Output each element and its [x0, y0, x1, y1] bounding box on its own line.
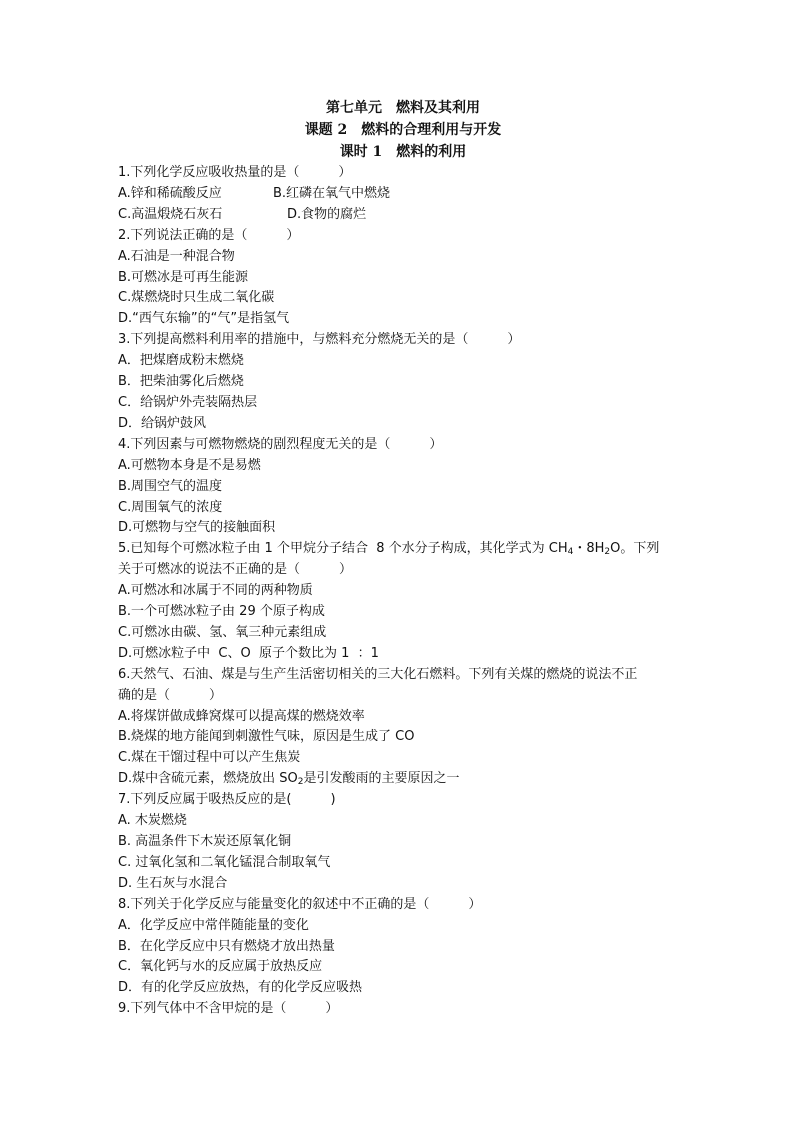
option-d: D．给锅炉鼓风 — [118, 415, 207, 431]
option-text: 是引发酸雨的主要原因之一 — [303, 771, 460, 787]
subscript: 2 — [604, 547, 611, 558]
option-c: C．氧化钙与水的反应属于放热反应 — [118, 959, 323, 975]
option-d: D.可燃物与空气的接触面积 — [118, 520, 276, 536]
option-c: C.高温煅烧石灰石 — [118, 206, 223, 222]
question-3 — [118, 330, 688, 435]
question-stem-continued: 确的是（ ） — [118, 687, 223, 703]
question-stem — [118, 539, 688, 560]
option-b: B．在化学反应中只有燃烧才放出热量 — [118, 938, 335, 954]
stem-text: 5.已知每个可燃冰粒子由 1 个甲烷分子结合 8 个水分子构成，其化学式为 CH — [118, 541, 568, 557]
stem-text: ・8H — [573, 541, 605, 557]
option-row — [118, 184, 688, 205]
question-stem: 2.下列说法正确的是（ ） — [118, 227, 300, 243]
question-7 — [118, 790, 688, 895]
option-c: C. 过氧化氢和二氧化锰混合制取氧气 — [118, 854, 331, 870]
question-stem: 1.下列化学反应吸收热量的是（ ） — [118, 165, 352, 180]
question-2 — [118, 226, 688, 331]
option-d — [118, 769, 688, 790]
option-d: D．有的化学反应放热，有的化学反应吸热 — [118, 980, 363, 996]
option-a: A.可燃物本身是不是易燃 — [118, 457, 261, 473]
period-title: 课时 1 燃料的利用 — [339, 144, 467, 160]
option-a: A.锌和稀硫酸反应 — [118, 185, 222, 201]
question-6 — [118, 665, 688, 790]
question-stem-continued: 关于可燃冰的说法不正确的是（ ） — [118, 562, 353, 578]
option-b: B.一个可燃冰粒子由 29 个原子构成 — [118, 604, 325, 620]
option-a: A.可燃冰和冰属于不同的两种物质 — [118, 583, 313, 599]
question-8 — [118, 895, 688, 1000]
question-stem: 8.下列关于化学反应与能量变化的叙述中不正确的是（ ） — [118, 896, 482, 912]
subscript: 4 — [567, 547, 574, 558]
option-a: A．把煤磨成粉末燃烧 — [118, 353, 244, 369]
option-c: C.可燃冰由碳、氢、氧三种元素组成 — [118, 624, 327, 640]
question-4 — [118, 435, 688, 540]
option-b: B.红磷在氧气中燃烧 — [273, 185, 391, 201]
question-stem: 4.下列因素与可燃物燃烧的剧烈程度无关的是（ ） — [118, 436, 443, 452]
question-stem: 9.下列气体中不含甲烷的是（ ） — [118, 1001, 339, 1017]
option-d: D. 生石灰与水混合 — [118, 875, 228, 891]
option-d: D.可燃冰粒子中 C、O 原子个数比为 1 ：1 — [118, 645, 379, 661]
option-c: C.煤在干馏过程中可以产生焦炭 — [118, 750, 301, 766]
option-b: B.烧煤的地方能闻到刺激性气味，原因是生成了 CO — [118, 729, 415, 745]
question-5 — [118, 539, 688, 664]
option-c: C.煤燃烧时只生成二氧化碳 — [118, 290, 275, 306]
option-a: A.将煤饼做成蜂窝煤可以提高煤的燃烧效率 — [118, 708, 365, 724]
option-a: A.石油是一种混合物 — [118, 248, 235, 264]
option-a: A. 木炭燃烧 — [118, 813, 187, 829]
option-b: B. 高温条件下木炭还原氧化铜 — [118, 834, 292, 849]
question-1 — [118, 163, 688, 226]
option-b: B.可燃冰是可再生能源 — [118, 269, 249, 285]
subscript: 2 — [297, 777, 304, 788]
option-row — [118, 205, 688, 226]
question-stem: 6.天然气、石油、煤是与生产生活密切相关的三大化石燃料。下列有关煤的燃烧的说法不正 — [118, 666, 638, 682]
option-text: D.煤中含硫元素，燃烧放出 SO — [118, 771, 298, 787]
option-a: A．化学反应中常伴随能量的变化 — [118, 917, 309, 933]
option-c: C．给锅炉外壳装隔热层 — [118, 394, 258, 410]
unit-title: 第七单元 燃料及其利用 — [326, 100, 480, 116]
option-c: C.周围氧气的浓度 — [118, 499, 223, 515]
lesson-title: 课题 2 燃料的合理利用与开发 — [304, 122, 502, 138]
option-b: B．把柴油雾化后燃烧 — [118, 374, 244, 390]
option-d: D.食物的腐烂 — [287, 206, 367, 222]
stem-text: O。下列 — [610, 541, 660, 557]
option-b: B.周围空气的温度 — [118, 478, 223, 494]
question-stem: 7.下列反应属于吸热反应的是( ) — [118, 792, 336, 808]
question-9 — [118, 999, 688, 1020]
question-stem: 3.下列提高燃料利用率的措施中，与燃料充分燃烧无关的是（ ） — [118, 332, 521, 348]
option-d: D.“西气东输”的“气”是指氢气 — [118, 311, 290, 327]
document-page — [118, 97, 688, 1020]
